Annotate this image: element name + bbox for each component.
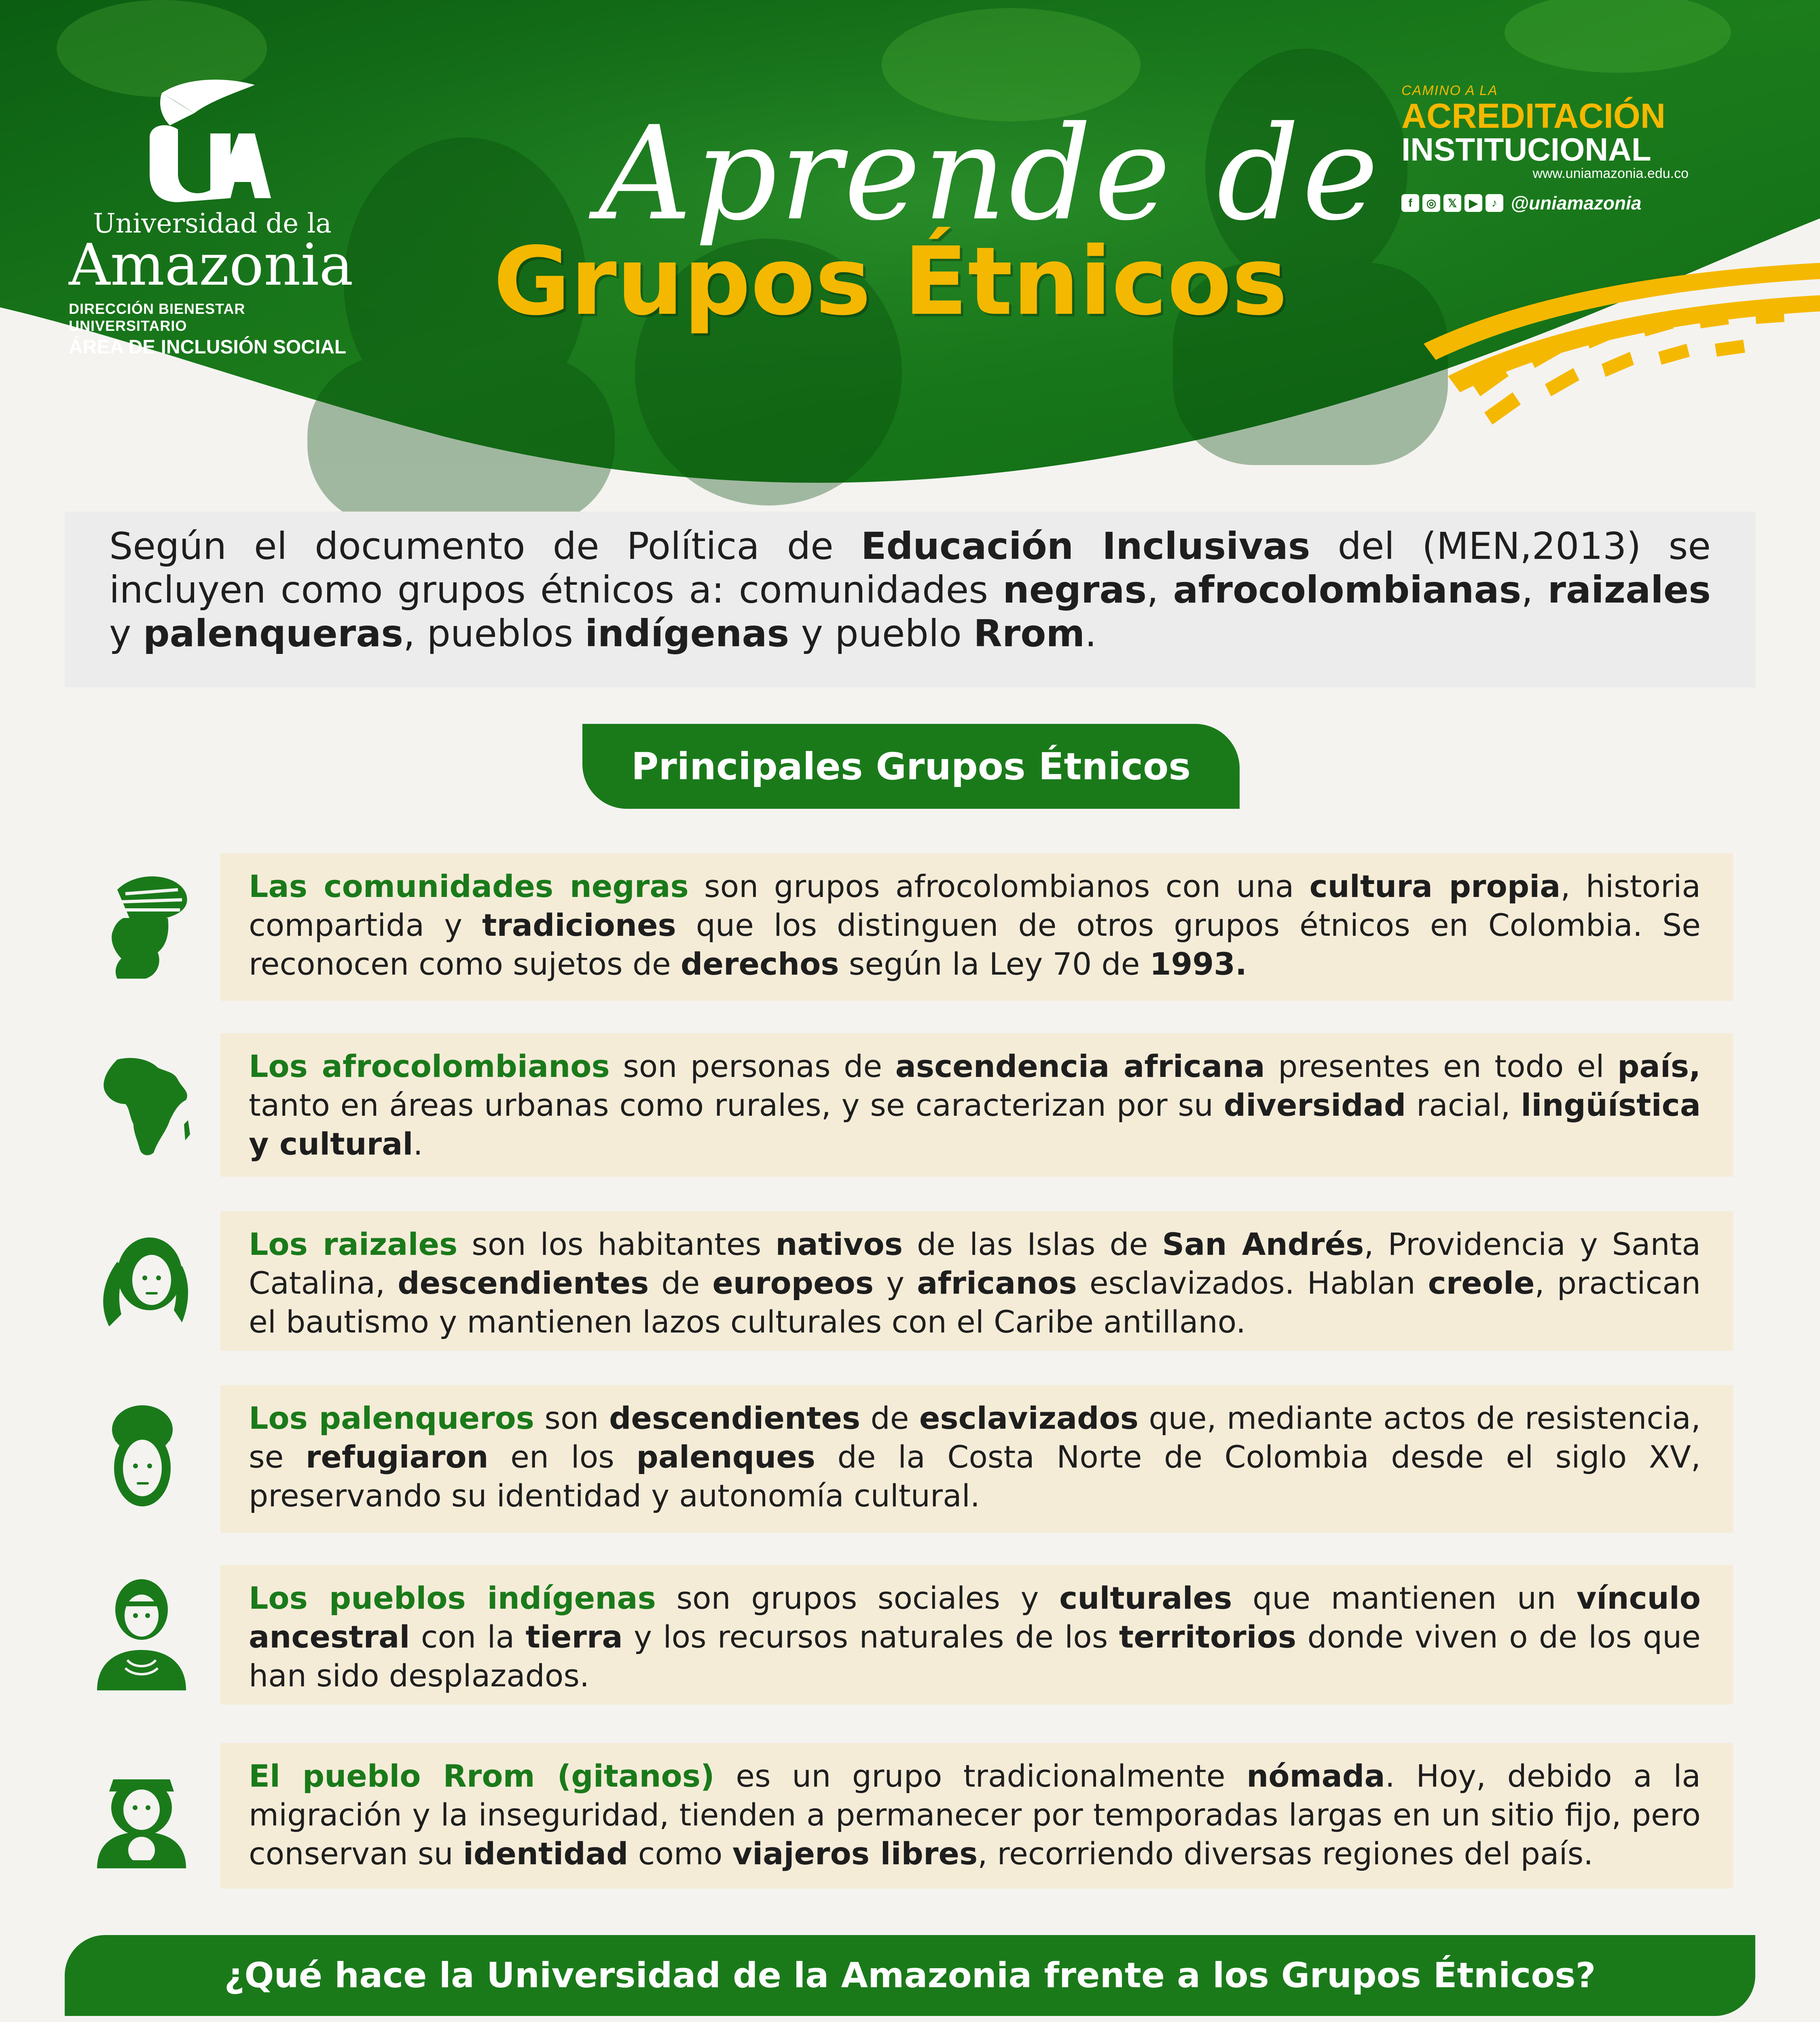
facebook-icon[interactable]: f: [1401, 194, 1419, 212]
social-handle: @uniamazonia: [1511, 192, 1642, 214]
group-name: Los afrocolombianos: [249, 1048, 610, 1084]
group-name: Las comunidades negras: [249, 868, 689, 904]
emphasis-text: palenques: [636, 1439, 816, 1475]
emphasis-text: creole: [1428, 1265, 1535, 1301]
body-text: son personas de: [609, 1048, 895, 1084]
emphasis-text: descendientes: [609, 1400, 861, 1436]
group-name: Los raizales: [249, 1226, 458, 1262]
emphasis-text: derechos: [680, 946, 839, 982]
body-text: que, mediante actos de resistencia, se: [249, 1400, 1701, 1475]
website-url: www.uniamazonia.edu.co: [1532, 166, 1689, 181]
group-card-pueblos-indigenas: [220, 1565, 1733, 1705]
body-text: .: [413, 1126, 423, 1162]
body-text: son grupos sociales y: [656, 1580, 1060, 1616]
body-text: de: [649, 1265, 713, 1301]
instagram-icon[interactable]: ◎: [1422, 194, 1440, 212]
body-text: y: [874, 1265, 917, 1301]
group-name: El pueblo Rrom (gitanos): [249, 1758, 715, 1794]
emphasis-text: San Andrés: [1162, 1226, 1364, 1262]
group-card-comunidades-negras: [220, 853, 1733, 1001]
body-text: presentes en todo el: [1265, 1048, 1618, 1084]
emphasis-text: esclavizados: [919, 1400, 1139, 1436]
department-name: DIRECCIÓN BIENESTAR UNIVERSITARIO: [69, 300, 245, 334]
emphasis-text: nómada: [1246, 1758, 1385, 1794]
body-text: es un grupo tradicionalmente: [714, 1758, 1247, 1794]
emphasis-text: africanos: [917, 1265, 1077, 1301]
body-text: en los: [488, 1439, 637, 1475]
youtube-icon[interactable]: ▶: [1464, 194, 1482, 212]
accreditation-subtitle: INSTITUCIONAL: [1401, 131, 1651, 167]
emphasis-text: diversidad: [1223, 1087, 1406, 1123]
emphasis-text: europeos: [712, 1265, 874, 1301]
body-text: tanto en áreas urbanas como rurales, y se caracterizan por su: [249, 1087, 1224, 1123]
emphasis-text: territorios: [1119, 1619, 1297, 1655]
body-text: son: [534, 1400, 609, 1436]
university-name-line1: Universidad de la: [93, 208, 332, 239]
emphasis-text: 1993.: [1149, 946, 1247, 982]
body-text: . Hoy, debido a la migración y la inseguridad, tienden a permanecer por temporadas largas en un sitio fijo, pero conservan su: [249, 1758, 1701, 1872]
emphasis-text: tierra: [525, 1619, 623, 1655]
group-name: Los palenqueros: [249, 1400, 534, 1436]
body-text: , historia compartida y: [249, 868, 1701, 943]
page-title: Grupos Étnicos: [493, 227, 1288, 336]
emphasis-text: viajeros libres: [732, 1836, 978, 1872]
emphasis-text: cultura propia: [1309, 868, 1561, 904]
body-text: , practican el bautismo y mantienen lazos culturales con el Caribe antillano.: [249, 1265, 1701, 1340]
area-name: ÁREA DE INCLUSIÓN SOCIAL: [69, 336, 347, 358]
section-title: Principales Grupos Étnicos: [582, 724, 1240, 809]
body-text: y los recursos naturales de los: [622, 1619, 1119, 1655]
rrom-woman-crystal-ball-icon: [81, 1751, 202, 1872]
body-text: que los distinguen de otros grupos étnicos en Colombia. Se reconocen como sujetos de: [249, 907, 1701, 982]
tribal-pattern-icon: [1424, 263, 1820, 433]
body-text: de la Costa Norte de Colombia desde el siglo XV, preservando su identidad y autonomía cultural.: [249, 1439, 1701, 1514]
university-logo: [69, 69, 360, 358]
body-text: según la Ley 70 de: [839, 946, 1150, 982]
title-script: Aprende de: [599, 99, 1381, 249]
emphasis-text: identidad: [463, 1836, 629, 1872]
group-card-palenqueros: [220, 1385, 1733, 1533]
emphasis-text: descendientes: [398, 1265, 649, 1301]
body-text: racial,: [1406, 1087, 1521, 1123]
body-text: esclavizados. Hablan: [1077, 1265, 1428, 1301]
tiktok-icon[interactable]: ♪: [1486, 194, 1503, 212]
body-text: que mantienen un: [1232, 1580, 1577, 1616]
woman-headwrap-icon: [81, 865, 202, 987]
emphasis-text: lingüística y cultural: [249, 1087, 1701, 1162]
emphasis-text: país,: [1617, 1048, 1701, 1084]
emphasis-text: tradiciones: [482, 907, 676, 943]
question-banner: ¿Qué hace la Universidad de la Amazonia frente a los Grupos Étnicos?: [65, 1935, 1755, 2016]
group-card-raizales: [220, 1211, 1733, 1351]
accreditation-small: CAMINO A LA: [1401, 83, 1498, 98]
accreditation-title: ACREDITACIÓN: [1401, 97, 1666, 135]
woman-dreadlocks-icon: [81, 1221, 202, 1343]
indigenous-person-icon: [81, 1573, 202, 1694]
body-text: con la: [410, 1619, 526, 1655]
body-text: de las Islas de: [903, 1226, 1162, 1262]
group-card-afrocolombianos: [220, 1033, 1733, 1177]
emphasis-text: nativos: [775, 1226, 903, 1262]
body-text: donde viven o de los que han sido desplazados.: [249, 1619, 1701, 1694]
group-card-pueblo-rrom: [220, 1743, 1733, 1889]
body-text: son los habitantes: [457, 1226, 776, 1262]
group-name: Los pueblos indígenas: [249, 1580, 656, 1616]
africa-map-icon: [81, 1043, 202, 1165]
emphasis-text: refugiaron: [305, 1439, 489, 1475]
emphasis-text: vínculo ancestral: [249, 1580, 1701, 1655]
body-text: como: [628, 1836, 732, 1872]
emphasis-text: ascendencia africana: [895, 1048, 1265, 1084]
intro-paragraph: Según el documento de Política de Educación Inclusivas del (MEN,2013) se incluyen como grupos étnicos a: comunidades negras, afrocolombianas, raizales y palenqueras, pueblos indígenas y pueblo Rrom.: [65, 512, 1755, 687]
body-text: son grupos afrocolombianos con una: [688, 868, 1310, 904]
emphasis-text: culturales: [1059, 1580, 1232, 1616]
accreditation-badge: [1401, 83, 1693, 214]
body-text: de: [860, 1400, 919, 1436]
body-text: , Providencia y Santa Catalina,: [249, 1226, 1701, 1301]
social-links: [1401, 192, 1693, 214]
woman-turban-icon: [81, 1397, 202, 1519]
body-text: , recorriendo diversas regiones del país.: [978, 1836, 1594, 1872]
header-banner: [0, 0, 1820, 526]
toucan-logo-icon: [133, 69, 271, 206]
x-icon[interactable]: 𝕏: [1443, 194, 1461, 212]
university-name-line2: Amazonia: [69, 232, 353, 298]
